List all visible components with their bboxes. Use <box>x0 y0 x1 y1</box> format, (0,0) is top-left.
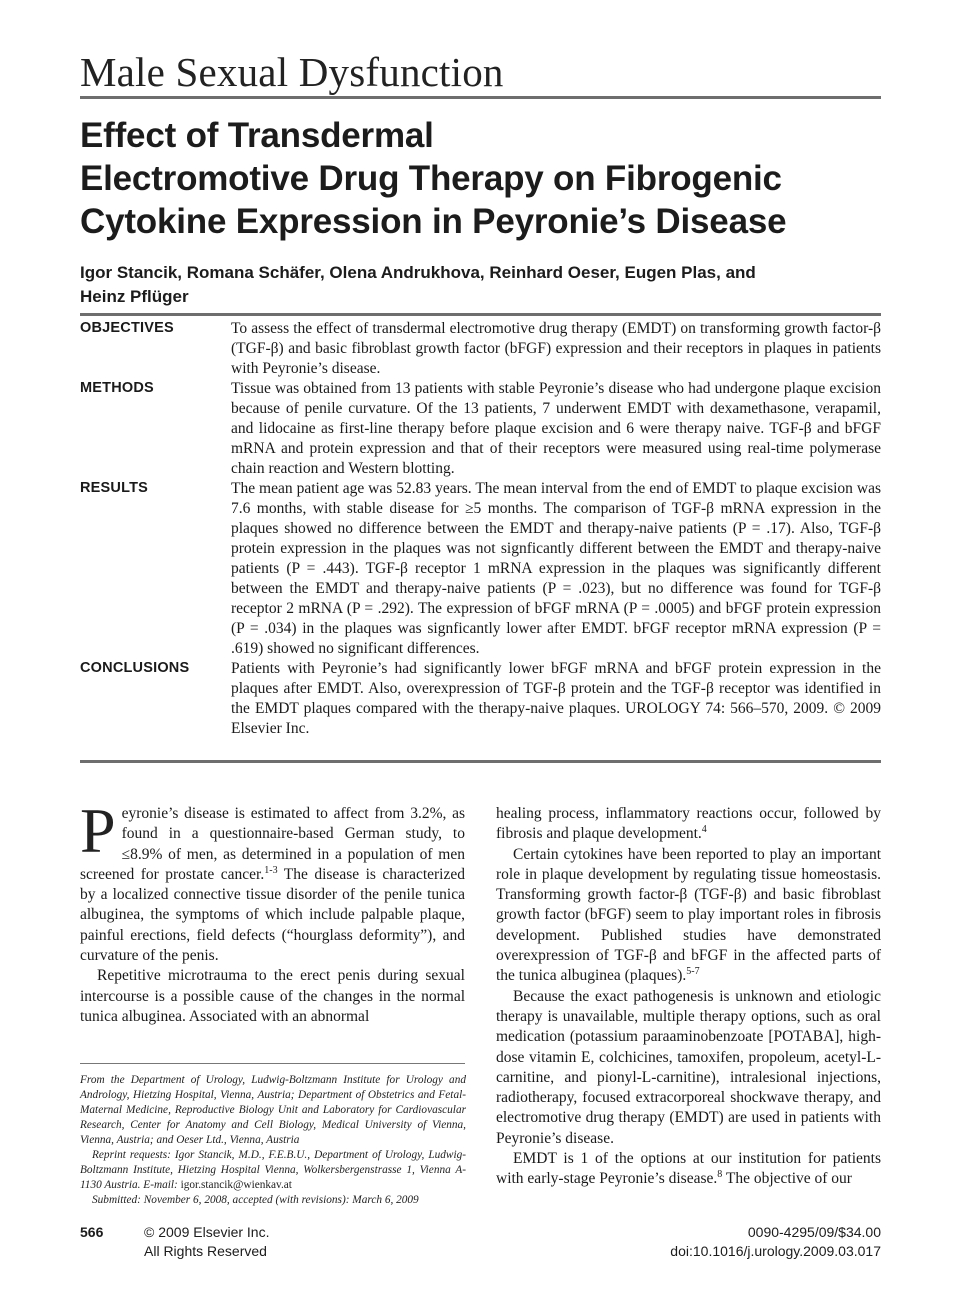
submission-note: Submitted: November 6, 2008, accepted (with revisions): March 6, 2009 <box>92 1194 419 1206</box>
email-link[interactable]: igor.stancik@wienkav.at <box>180 1179 292 1191</box>
copyright-line: © 2009 Elsevier Inc. <box>144 1224 270 1240</box>
abstract-conclusions <box>80 659 881 739</box>
citation-ref: 5-7 <box>686 966 700 978</box>
abstract-text: To assess the effect of transdermal electromotive drug therapy (EMDT) on transforming growth factor-β (TGF-β) and basic fibroblast growth factor (bFGF) expression and their receptors in plaques in patients with Peyronie’s disease. <box>231 320 881 377</box>
abstract <box>80 319 881 739</box>
abstract-top-rule <box>80 313 881 316</box>
abstract-methods <box>80 379 881 479</box>
rights-line: All Rights Reserved <box>144 1243 267 1259</box>
abstract-objectives <box>80 319 881 379</box>
abstract-label: METHODS <box>80 380 154 396</box>
issn: 0090-4295/09/$34.00 <box>747 1224 881 1240</box>
title-line: Cytokine Expression in Peyronie’s Disease <box>80 202 787 241</box>
abstract-label: OBJECTIVES <box>80 320 174 336</box>
article-title <box>80 114 880 243</box>
author-list <box>80 261 880 309</box>
citation-ref: 4 <box>701 824 707 836</box>
section-rule <box>80 96 881 99</box>
copyright <box>144 1223 270 1261</box>
publication-ids <box>670 1223 881 1261</box>
page-number: 566 <box>80 1224 104 1240</box>
title-line: Effect of Transdermal <box>80 116 434 155</box>
body-paragraph: Peyronie’s disease is estimated to affect from 3.2%, as found in a questionnaire-based German study, to ≤8.9% of men, as determined in a population of men screened for prostate cancer.$^{1-3}$ The disease is characterized by a localized connective tissue disorder of the penile tunica albuginea, the symptoms of which include palpable plaque, painful erections, field defects (“hourglass deformity”), and curvature of the penis. <box>80 795 465 965</box>
abstract-label: RESULTS <box>80 480 148 496</box>
doi: doi:10.1016/j.urology.2009.03.017 <box>670 1243 881 1259</box>
abstract-results <box>80 479 881 659</box>
drop-cap: P <box>80 795 116 866</box>
body-paragraph: Repetitive microtrauma to the erect penis during sexual intercourse is a possible cause of the changes in the normal tunica albuginea. Associated with an abnormal <box>80 967 465 1025</box>
citation-ref: 8 <box>717 1169 723 1181</box>
body-column-left <box>80 795 465 1027</box>
author-line: Igor Stancik, Romana Schäfer, Olena Andrukhova, Reinhard Oeser, Eugen Plas, and <box>80 263 756 282</box>
affiliation-note: From the Department of Urology, Ludwig-Boltzmann Institute for Urology and Andrology, Hietzing Hospital, Vienna, Austria; Department of Obstetrics and Fetal-Maternal Medicine, Reproductive Biology Unit and Laboratory for Cardiovascular Research, Center for Anatomy and Cell Biology, Medical University of Vienna, Vienna, Austria; and Oeser Ltd., Vienna, Austria <box>80 1074 466 1146</box>
reprint-note: Reprint requests: Igor Stancik, M.D., F.E.B.U., Department of Urology, Ludwig-Boltzmann Institute, Hietzing Hospital Vienna, Wolkersbergenstrasse 1, Vienna A-1130 Austria. E-mail: igor.stancik@wienkav.at <box>80 1149 466 1191</box>
body-paragraph: Certain cytokines have been reported to play an important role in plaque development by regulating tissue homeostasis. Transforming growth factor-β (TGF-β) and basic fibroblast growth factor (bFGF) seem to play important roles in fibrosis development. Published studies have demonstrated overexpression of TGF-β and bFGF in the affected parts of the tunica albuginea (plaques).$^{5-7}$ <box>496 845 881 985</box>
title-line: Electromotive Drug Therapy on Fibrogenic <box>80 159 782 198</box>
body-paragraph: healing process, inflammatory reactions occur, followed by fibrosis and plaque development.$^4$ <box>496 805 881 843</box>
abstract-bottom-rule <box>80 760 881 763</box>
abstract-text: Tissue was obtained from 13 patients with stable Peyronie’s disease who had undergone plaque excision because of penile curvature. Of the 13 patients, 7 underwent EMDT with dexamethasone, verapamil, and lidocaine as first-line therapy before plaque excision and 6 were therapy naive. TGF-β and bFGF mRNA and protein expression and that of their receptors were measured using real-time polymerase chain reaction and Western blotting. <box>231 380 881 477</box>
author-line: Heinz Pflüger <box>80 287 189 306</box>
abstract-text: Patients with Peyronie’s had significantly lower bFGF mRNA and bFGF protein expression in the plaques after EMDT. Also, overexpression of TGF-β protein and the TGF-β receptor was identified in the EMDT plaques compared with the therapy-naive plaques. UROLOGY 74: 566–570, 2009. © 2009 Elsevier Inc. <box>231 660 881 737</box>
abstract-label: CONCLUSIONS <box>80 660 190 676</box>
footnotes <box>80 1073 466 1208</box>
body-paragraph: Because the exact pathogenesis is unknown and etiologic therapy is unavailable, multiple therapy options, such as oral medication (potassium paraaminobenzoate [POTABA], high-dose vitamin E, colchicines, tamoxifen, propoleum, acetyl-L-carnitine, and pionyl-L-carnitine), intralesional injections, radiotherapy, focused extracorporeal shockwave therapy, and electromotive drug therapy (EMDT) are used in patients with Peyronie’s disease. <box>496 987 881 1147</box>
abstract-text: The mean patient age was 52.83 years. The mean interval from the end of EMDT to plaque excision was 7.6 months, with stable disease for ≥5 months. The comparison of TGF-β mRNA expression in the plaques showed no difference between the EMDT and therapy-naive patients (P = .17). Also, TGF-β protein expression in the plaques was not signficantly different between the EMDT and therapy-naive patients (P = .443). TGF-β receptor 1 mRNA expression in the plaques was significantly different between the EMDT and therapy-naive patients (P = .023), but no difference was found for TGF-β receptor 2 mRNA (P = .292). The expression of bFGF mRNA (P = .0005) and bFGF protein expression (P = .034) in the plaques was signficantly lower after EMDT. bFGF receptor mRNA expression (P = .619) showed no significant differences. <box>231 480 881 657</box>
footnote-rule <box>80 1063 465 1064</box>
citation-ref: 1-3 <box>264 864 278 876</box>
body-column-right <box>496 804 881 1190</box>
section-heading: Male Sexual Dysfunction <box>80 49 504 95</box>
body-paragraph: EMDT is 1 of the options at our institution for patients with early-stage Peyronie’s disease.$^8$ The objective of our <box>496 1150 881 1188</box>
